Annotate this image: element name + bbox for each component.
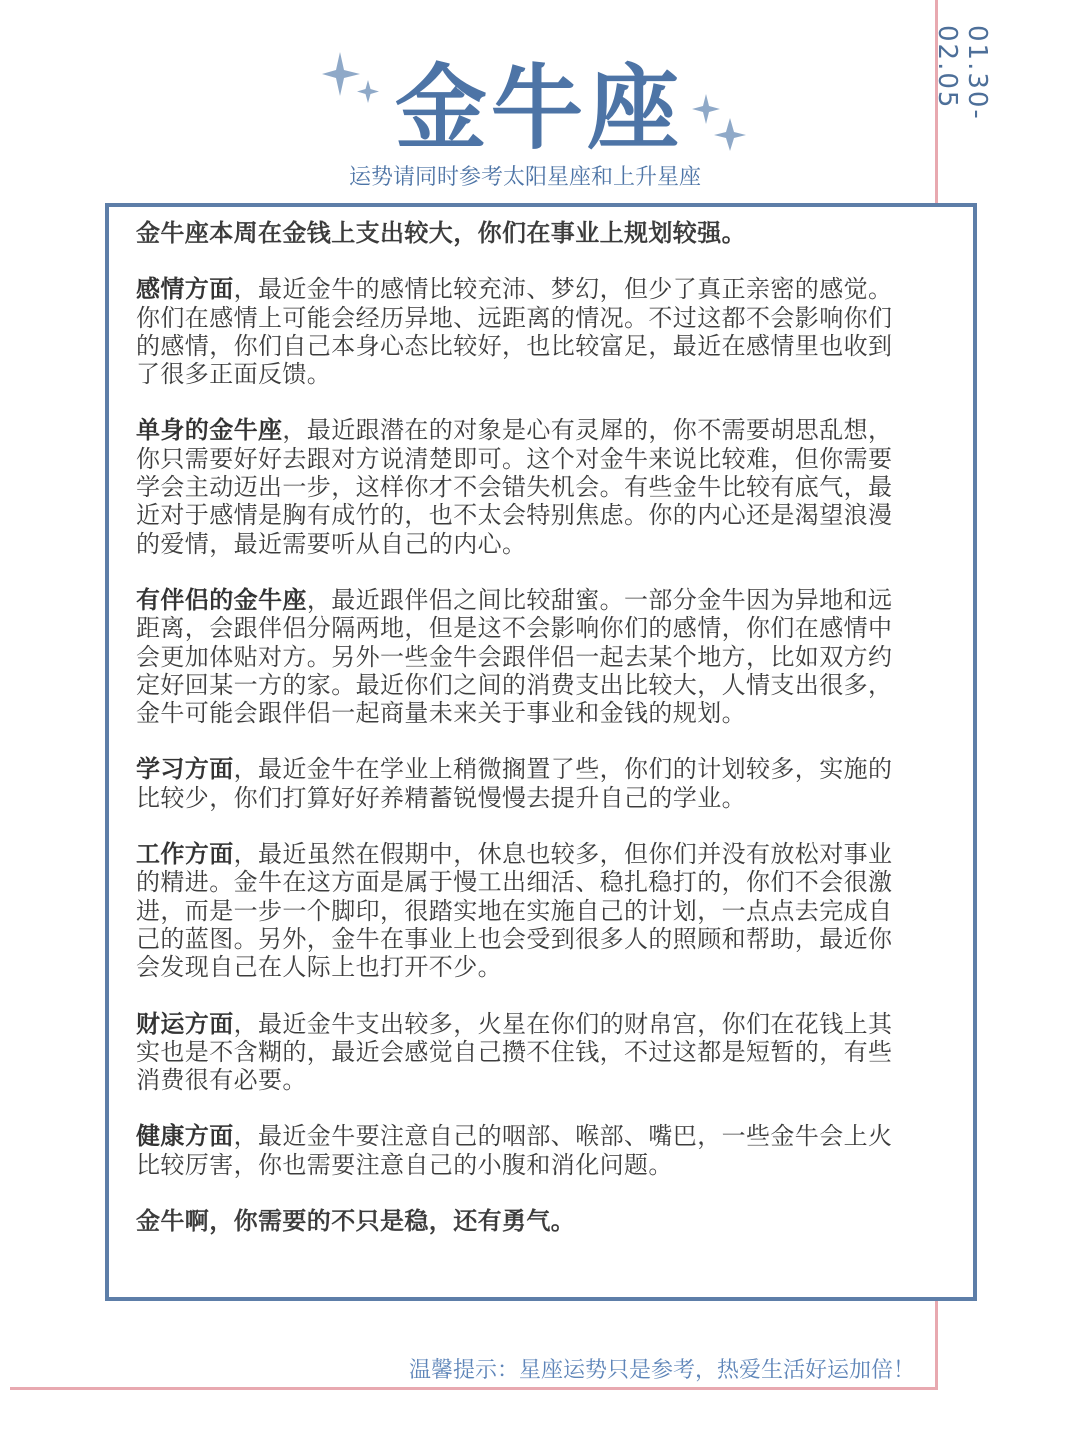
section-text: ，最近金牛支出较多，火星在你们的财帛宫，你们在花钱上其实也是不含糊的，最近会感觉自己攒不住钱，不过这都是短暂的，有些消费很有必要。 [136,1009,893,1095]
horoscope-content [136,219,916,1263]
pink-horizontal-line [10,1387,938,1390]
sparkle-icon [692,94,748,152]
section-wealth [136,1010,916,1095]
section-label: 有伴侣的金牛座 [136,585,307,614]
section-label: 工作方面 [136,840,234,869]
date-range: 01.30-02.05 [932,25,992,121]
section-work [136,840,916,981]
closing-line: 金牛啊，你需要的不只是稳，还有勇气。 [136,1207,576,1236]
page-title: 金牛座 [395,55,684,162]
section-partnered [136,586,916,727]
section-text: ，最近跟潜在的对象是心有灵犀的，你不需要胡思乱想，你只需要好好去跟对方说清楚即可。这个对金牛来说比较难，但你需要学会主动迈出一步，这样你才不会错失机会。有些金牛比较有底气，最近对于感情是胸有成竹的，也不太会特别焦虑。你的内心还是渴望浪漫的爱情，最近需要听从自己的内心。 [136,416,893,558]
footer-tip: 温馨提示：星座运势只是参考，热爱生活好运加倍！ [408,1358,915,1383]
section-text: ，最近跟伴侣之间比较甜蜜。一部分金牛因为异地和远距离，会跟伴侣分隔两地，但是这不会影响你们的感情，你们在感情中会更加体贴对方。另外一些金牛会跟伴侣一起去某个地方，比如双方约定好回某一方的家。最近你们之间的消费支出比较大，人情支出很多，金牛可能会跟伴侣一起商量未来关于事业和金钱的规划。 [136,585,893,728]
subtitle: 运势请同时参考太阳星座和上升星座 [348,165,701,190]
sparkle-icon [322,52,382,108]
section-health [136,1122,916,1179]
section-label: 健康方面 [136,1122,234,1151]
section-label: 感情方面 [136,275,234,304]
section-label: 单身的金牛座 [136,416,283,445]
section-text: ，最近金牛要注意自己的咽部、喉部、嘴巴，一些金牛会上火比较厉害，你也需要注意自己的小腹和消化问题。 [136,1122,893,1179]
section-label: 财运方面 [136,1009,234,1038]
section-single [136,416,916,557]
section-text: ，最近金牛的感情比较充沛、梦幻，但少了真正亲密的感觉。你们在感情上可能会经历异地、远距离的情况。不过这都不会影响你们的感情，你们自己本身心态比较好，也比较富足，最近在感情里也收到了很多正面反馈。 [136,275,893,389]
section-text: ，最近金牛在学业上稍微搁置了些，你们的计划较多，实施的比较少，你们打算好好养精蓄锐慢慢去提升自己的学业。 [136,755,893,812]
section-study [136,755,916,812]
section-love [136,275,916,388]
section-label: 学习方面 [136,755,234,784]
section-text: ，最近虽然在假期中，休息也较多，但你们并没有放松对事业的精进。金牛在这方面是属于慢工出细活、稳扎稳打的，你们不会很激进，而是一步一个脚印，很踏实地在实施自己的计划，一点点去完成自己的蓝图。另外，金牛在事业上也会受到很多人的照顾和帮助，最近你会发现自己在人际上也打开不少。 [136,840,893,982]
headline: 金牛座本周在金钱上支出较大，你们在事业上规划较强。 [136,219,746,247]
